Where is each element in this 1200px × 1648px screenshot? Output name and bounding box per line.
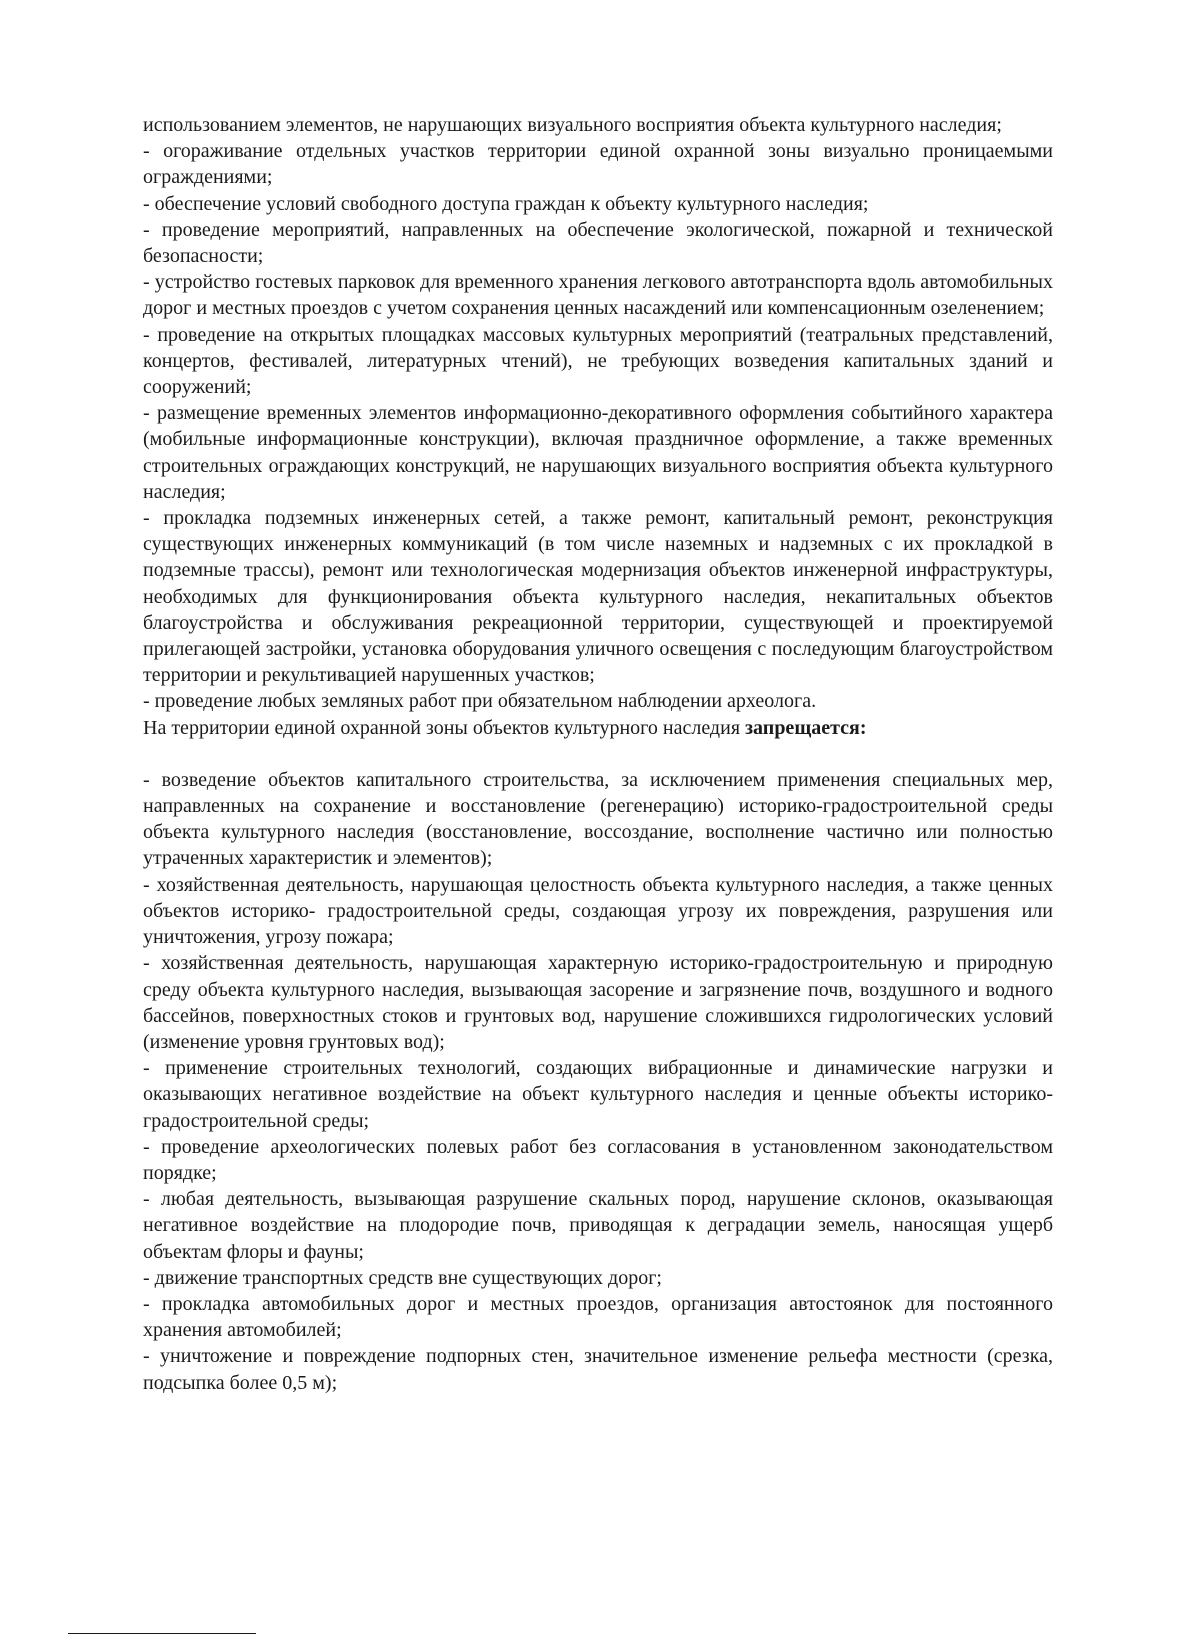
prohibition-heading [143, 715, 1053, 741]
list-item: - хозяйственная деятельность, нарушающая целостность объекта культурного наследия, а также ценных объектов историко- градостроительной среды, создающая угрозу их повреждения, разрушения или уничтожения, угрозу пожара; [143, 873, 1053, 949]
document-body [143, 112, 1053, 1396]
list-item: - устройство гостевых парковок для временного хранения легкового автотранспорта вдоль автомобильных дорог и местных проездов с учетом сохранения ценных насаждений или компенсационным озеленением; [143, 271, 1053, 320]
list-item: использованием элементов, не нарушающих визуального восприятия объекта культурного наследия; [143, 114, 1002, 136]
list-item: - движение транспортных средств вне существующих дорог; [143, 1266, 662, 1289]
prohibition-heading-bold: запрещается: [745, 716, 867, 739]
list-item: - проведение археологических полевых работ без согласования в установленном законодательством порядке; [143, 1135, 1053, 1184]
list-item: - хозяйственная деятельность, нарушающая характерную историко-градостроительную и природную среду объекта культурного наследия, вызывающая засорение и загрязнение почв, воздушного и водного бассейнов, поверхностных стоков и грунтовых вод, нарушение сложившихся гидрологических условий (изменение уровня грунтовых вод); [143, 952, 1053, 1053]
footnote-divider [68, 1633, 256, 1634]
list-item: - проведение на открытых площадках массовых культурных мероприятий (театральных представлений, концертов, фестивалей, литературных чтений), не требующих возведения капитальных зданий и сооружений; [143, 323, 1053, 399]
list-item: - прокладка подземных инженерных сетей, а также ремонт, капитальный ремонт, реконструкция существующих инженерных коммуникаций (в том числе наземных и надземных с их прокладкой в подземные трассы), ремонт или технологическая модернизация объектов инженерной инфраструктуры, необходимых для функционирования объекта культурного наследия, некапитальных объектов благоустройства и обслуживания рекреационной территории, существующей и проектируемой прилегающей застройки, установка оборудования уличного освещения с последующим благоустройством территории и рекультивацией нарушенных участков; [143, 507, 1053, 687]
list-item: - огораживание отдельных участков территории единой охранной зоны визуально проницаемыми ограждениями; [143, 140, 1053, 189]
list-item: - проведение любых земляных работ при обязательном наблюдении археолога. [143, 690, 817, 713]
prohibited-list [143, 767, 1053, 1396]
list-item: - уничтожение и повреждение подпорных стен, значительное изменение рельефа местности (срезка, подсыпка более 0,5 м); [143, 1345, 1053, 1394]
list-item: - проведение мероприятий, направленных на обеспечение экологической, пожарной и технической безопасности; [143, 218, 1053, 268]
list-item: - размещение временных элементов информационно-декоративного оформления событийного характера (мобильные информационные конструкции), включая праздничное оформление, а также временных строительных ограждающих конструкций, не нарушающих визуального восприятия объекта культурного наследия; [143, 402, 1053, 503]
list-item: - любая деятельность, вызывающая разрушение скальных пород, нарушение склонов, оказывающая негативное воздействие на плодородие почв, приводящая к деградации земель, наносящая ущерб объектам флоры и фауны; [143, 1188, 1053, 1263]
list-item: - возведение объектов капитального строительства, за исключением применения специальных мер, направленных на сохранение и восстановление (регенерацию) историко-градостроительной среды объекта культурного наследия (восстановление, воссоздание, восполнение частично или полностью утраченных характеристик и элементов); [143, 768, 1053, 870]
prohibition-heading-text: На территории единой охранной зоны объектов культурного наследия [143, 716, 746, 739]
list-item: - применение строительных технологий, создающих вибрационные и динамические нагрузки и оказывающих негативное воздействие на объект культурного наследия и ценные объекты историко-градостроительной среды; [143, 1057, 1053, 1132]
list-item: - обеспечение условий свободного доступа граждан к объекту культурного наследия; [143, 192, 869, 215]
allowed-list [143, 112, 1053, 715]
list-item: - прокладка автомобильных дорог и местных проездов, организация автостоянок для постоянного хранения автомобилей; [143, 1292, 1053, 1342]
